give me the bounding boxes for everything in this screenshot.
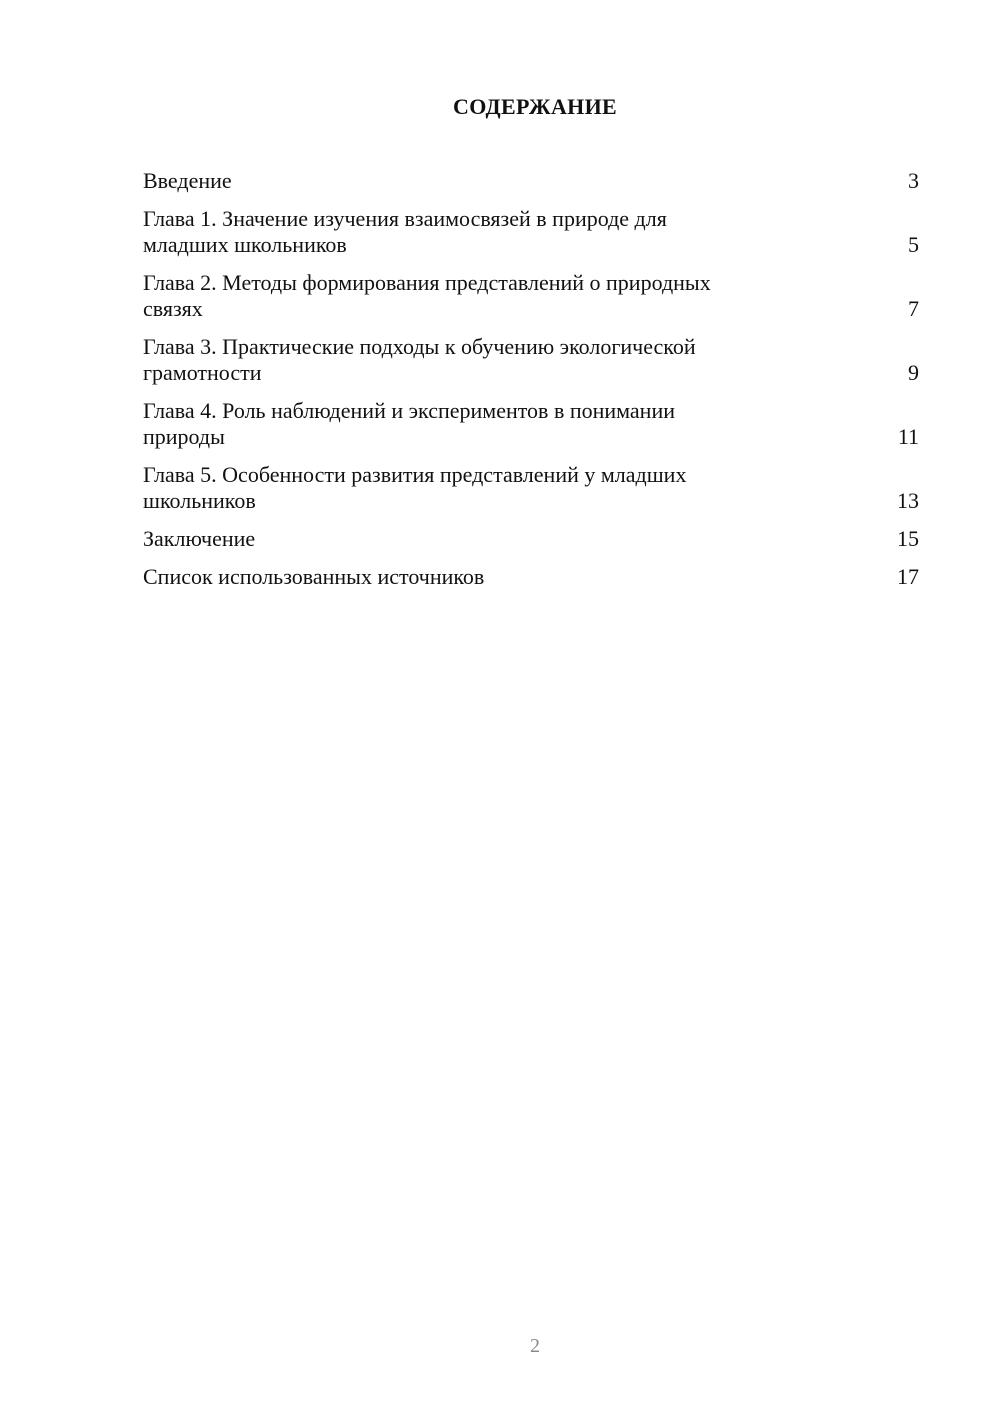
- toc-entry-text: Заключение: [143, 526, 256, 551]
- toc-entry-text: Введение: [143, 168, 232, 193]
- page-title: СОДЕРЖАНИЕ: [453, 94, 617, 119]
- page-number: 2: [530, 1335, 540, 1357]
- toc-entry-page: 7: [908, 296, 919, 321]
- toc-entry-chapter-5[interactable]: [143, 462, 919, 514]
- toc-entry-page: 17: [897, 564, 919, 589]
- toc-entry-chapter-1[interactable]: [143, 206, 919, 258]
- toc-entry-references[interactable]: [143, 564, 919, 590]
- toc-entry-page: 9: [908, 360, 919, 385]
- toc-entry-text: школьников: [143, 488, 256, 513]
- toc-entry-page: 3: [908, 168, 919, 193]
- toc-entry-text: Глава 1. Значение изучения взаимосвязей в природе для: [143, 206, 667, 231]
- toc-entry-conclusion[interactable]: [143, 526, 919, 552]
- toc-entry-text: природы: [143, 424, 225, 449]
- toc-entry-page: 5: [908, 232, 919, 257]
- toc-entry-text: младших школьников: [143, 232, 347, 257]
- toc-entry-chapter-2[interactable]: [143, 270, 919, 322]
- toc-entry-introduction[interactable]: [143, 168, 919, 194]
- toc-entry-text: грамотности: [143, 360, 262, 385]
- toc-entry-text: Глава 4. Роль наблюдений и экспериментов в понимании: [143, 398, 676, 423]
- table-of-contents: [143, 168, 919, 602]
- toc-entry-page: 15: [897, 526, 919, 551]
- toc-entry-chapter-4[interactable]: [143, 398, 919, 450]
- toc-entry-chapter-3[interactable]: [143, 334, 919, 386]
- toc-entry-page: 13: [897, 488, 919, 513]
- toc-entry-text: Глава 3. Практические подходы к обучению экологической: [143, 334, 696, 359]
- toc-entry-page: 11: [897, 424, 919, 449]
- toc-entry-text: Список использованных источников: [143, 564, 485, 589]
- toc-entry-text: Глава 5. Особенности развития представлений у младших: [143, 462, 687, 487]
- toc-entry-text: Глава 2. Методы формирования представлений о природных: [143, 270, 711, 295]
- toc-entry-text: связях: [143, 296, 203, 321]
